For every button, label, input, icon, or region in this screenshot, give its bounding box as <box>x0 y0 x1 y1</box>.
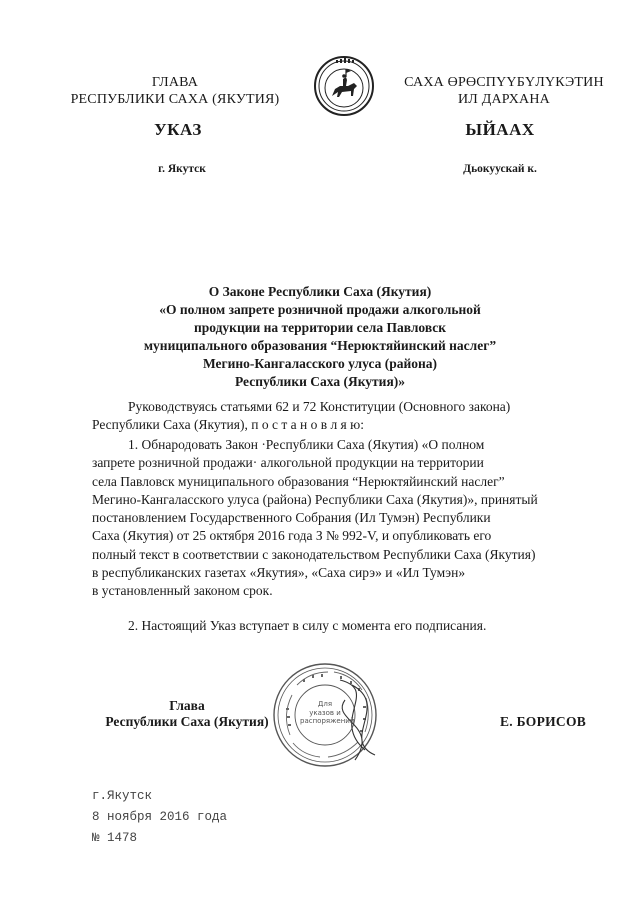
item-1-line: постановлением Государственного Собрания (Ил Тумэн) Республики <box>92 510 491 526</box>
intro-line: Республики Саха (Якутия), п о с т а н о в л я ю: <box>92 417 364 433</box>
title-line: продукции на территории села Павловск <box>193 320 447 335</box>
doc-type-right: ЫЙААХ <box>465 120 535 139</box>
footer-number: № 1478 <box>92 831 138 845</box>
header-left-line1: ГЛАВА <box>151 75 199 90</box>
footer-date: 8 ноября 2016 года <box>92 810 228 824</box>
signature-title-line2: Республики Саха (Якутия) <box>105 714 269 729</box>
title-line: Республики Саха (Якутия)» <box>234 374 405 389</box>
title-line: О Законе Республики Саха (Якутия) <box>208 284 432 299</box>
footer-city: г.Якутск <box>92 789 153 803</box>
stamp-center-line: указов и <box>309 708 341 717</box>
coat-of-arms-emblem <box>313 55 375 117</box>
signatory-name: Е. БОРИСОВ <box>500 714 587 729</box>
item-1-line: Мегино-Кангаласского улуса (района) Республики Саха (Якутия)», принятый <box>92 491 538 507</box>
intro-paragraph <box>92 398 600 435</box>
city-right: Дьокуускай к. <box>463 163 537 175</box>
item-1-line: Саха (Якутия) от 25 октября 2016 года З № 992-V, и опубликовать его <box>92 528 492 544</box>
header-left-line2: РЕСПУБЛИКИ САХА (ЯКУТИЯ) <box>70 92 280 107</box>
header-right-line1: САХА ӨРӨСПҮҮБҮЛҮКЭТИН <box>404 75 604 90</box>
item-1-line: запрете розничной продажи· алкогольной продукции на территории <box>92 455 484 471</box>
item-2-paragraph: 2. Настоящий Указ вступает в силу с момента его подписания. <box>128 618 487 633</box>
item-1-paragraph <box>92 436 600 601</box>
item-1-line: в установленный законом срок. <box>92 583 273 599</box>
emblem-icon <box>313 55 375 117</box>
item-1-line: полный текст в соответствии с законодательством Республики Саха (Якутия) <box>92 546 536 562</box>
title-line: «О полном запрете розничной продажи алкогольной <box>159 302 481 317</box>
signature-title <box>92 698 282 730</box>
title-line: Мегино-Кангаласского улуса (района) <box>202 356 438 371</box>
stamp-center-text <box>300 700 355 726</box>
doc-type-left: УКАЗ <box>154 120 202 139</box>
decree-title <box>70 283 570 391</box>
title-line: муниципального образования “Нерюктяйинский наслег” <box>143 338 497 353</box>
official-stamp <box>270 660 380 770</box>
footer-registry <box>92 786 312 849</box>
item-1-line: в республиканских газетах «Якутия», «Саха сирэ» и «Ил Тумэн» <box>92 565 466 581</box>
city-left: г. Якутск <box>158 163 206 175</box>
header-left <box>60 74 290 108</box>
header-right <box>392 74 616 108</box>
intro-line: Руководствуясь статьями 62 и 72 Конституции (Основного закона) <box>128 399 511 414</box>
stamp-center-line: распоряжений <box>300 717 355 725</box>
stamp-center-line: Для <box>317 700 333 708</box>
header-right-line2: ИЛ ДАРХАНА <box>457 92 550 107</box>
signature-title-line1: Глава <box>169 698 205 713</box>
item-1-line: 1. Обнародовать Закон ·Республики Саха (Якутия) «О полном <box>128 437 485 452</box>
item-1-line: села Павловск муниципального образования “Нерюктяйинский наслег” <box>92 473 505 489</box>
